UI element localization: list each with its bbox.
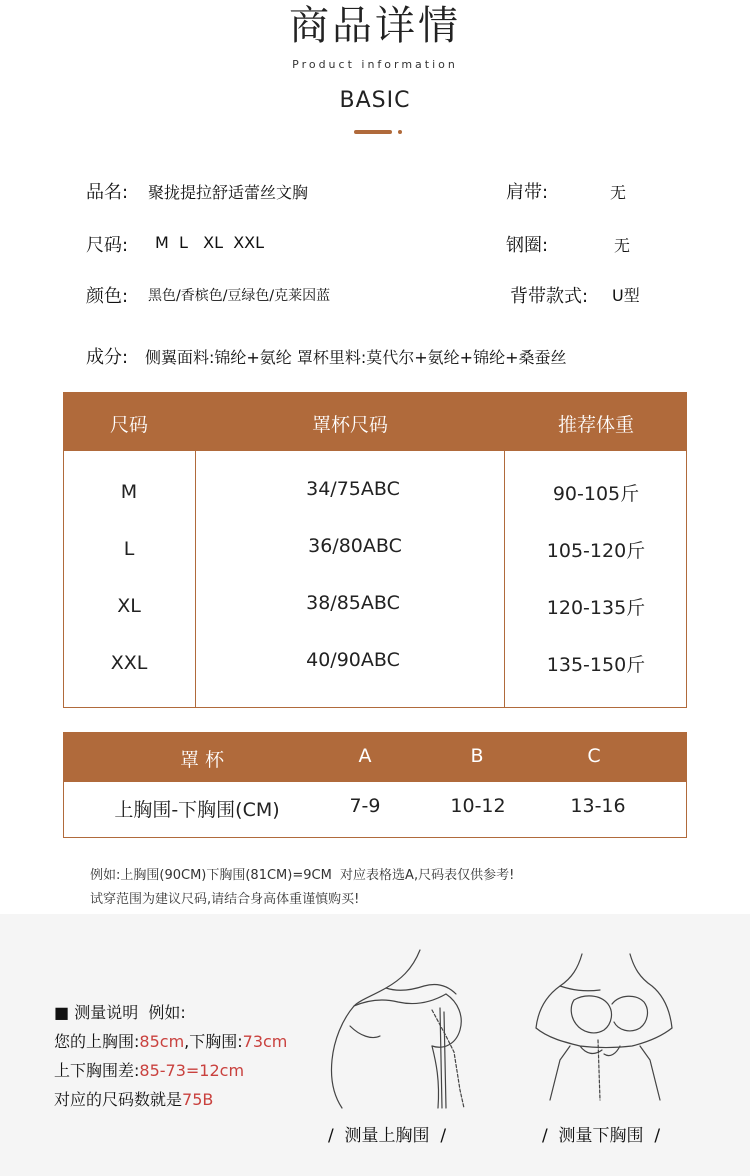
table-cell: 120-135斤 bbox=[546, 597, 646, 619]
measure-diff-line bbox=[54, 1058, 244, 1081]
name-value: 聚拢提拉舒适蕾丝文胸 bbox=[148, 183, 309, 202]
note-line-1: 例如:上胸围(90CM)下胸围(81CM)=9CM 对应表格选A,尺码表仅供参考! bbox=[90, 868, 515, 883]
cup-table-header-b: B bbox=[470, 745, 484, 767]
cup-table-header-cup: 罩 杯 bbox=[179, 749, 225, 771]
cup-table-header-a: A bbox=[358, 745, 372, 767]
size-label: 尺码: bbox=[86, 235, 129, 256]
table-cell: L bbox=[123, 538, 135, 560]
section-divider-bar bbox=[354, 130, 392, 134]
name-label: 品名: bbox=[86, 182, 129, 203]
section-title: BASIC bbox=[339, 88, 411, 113]
table-cell: 105-120斤 bbox=[546, 540, 646, 562]
table-cell: 10-12 bbox=[450, 795, 506, 817]
measure-diff-value: 85-73=12cm bbox=[139, 1061, 245, 1080]
material-value: 侧翼面料:锦纶+氨纶 罩杯里料:莫代尔+氨纶+锦纶+桑蚕丝 bbox=[145, 348, 567, 367]
table-cell: 38/85ABC bbox=[306, 592, 400, 614]
section-divider-dot bbox=[398, 130, 402, 134]
measure-upper-prefix: 您的上胸围: bbox=[54, 1032, 140, 1051]
material-label: 成分: bbox=[86, 347, 129, 368]
measure-diff-prefix: 上下胸围差: bbox=[54, 1061, 140, 1080]
color-label: 颜色: bbox=[86, 286, 129, 307]
table-cell: 90-105斤 bbox=[552, 483, 640, 505]
wire-value: 无 bbox=[614, 236, 631, 255]
size-table-header-cup: 罩杯尺码 bbox=[311, 414, 388, 436]
measure-heading: ■ 测量说明 例如: bbox=[54, 1003, 186, 1022]
table-cell: 36/80ABC bbox=[308, 535, 402, 557]
table-cell: XL bbox=[117, 595, 141, 617]
table-cell: M bbox=[120, 481, 138, 503]
table-cell: XXL bbox=[110, 652, 148, 674]
size-value: M L XL XXL bbox=[155, 233, 265, 252]
measure-result-line bbox=[54, 1087, 213, 1110]
table-cell: 135-150斤 bbox=[546, 654, 646, 676]
wire-label: 钢圈: bbox=[506, 235, 549, 256]
page-subtitle: Product information bbox=[292, 58, 458, 71]
measure-result-prefix: 对应的尺码数就是 bbox=[54, 1090, 183, 1109]
note-line-2: 试穿范围为建议尺码,请结合身高体重谨慎购买! bbox=[90, 892, 360, 907]
strap-label: 肩带: bbox=[506, 182, 549, 203]
color-value: 黑色/香槟色/豆绿色/克莱因蓝 bbox=[148, 288, 331, 304]
cup-table-header-c: C bbox=[587, 745, 601, 767]
table-cell: 13-16 bbox=[570, 795, 626, 817]
table-cell: 34/75ABC bbox=[306, 478, 400, 500]
page-title: 商品详情 bbox=[289, 3, 461, 49]
table-cell: 上胸围-下胸围(CM) bbox=[114, 799, 280, 821]
strap-value: 无 bbox=[610, 183, 627, 202]
measure-lower-prefix: ,下胸围: bbox=[184, 1032, 243, 1051]
table-cell: 7-9 bbox=[349, 795, 381, 817]
lower-bust-illustration-icon bbox=[520, 950, 680, 1110]
band-value: U型 bbox=[612, 286, 640, 305]
caption-upper-bust: / 测量上胸围 / bbox=[328, 1126, 447, 1146]
measure-upper-value: 85cm bbox=[139, 1032, 185, 1051]
size-table-header-weight: 推荐体重 bbox=[557, 414, 634, 436]
measure-result-value: 75B bbox=[182, 1090, 214, 1109]
caption-lower-bust: / 测量下胸围 / bbox=[542, 1126, 661, 1146]
measure-upper-line bbox=[54, 1029, 287, 1052]
table-cell: 40/90ABC bbox=[306, 649, 400, 671]
measure-lower-value: 73cm bbox=[242, 1032, 288, 1051]
size-table-header-size: 尺码 bbox=[109, 414, 148, 436]
band-label: 背带款式: bbox=[510, 286, 589, 307]
upper-bust-illustration-icon bbox=[320, 940, 480, 1110]
